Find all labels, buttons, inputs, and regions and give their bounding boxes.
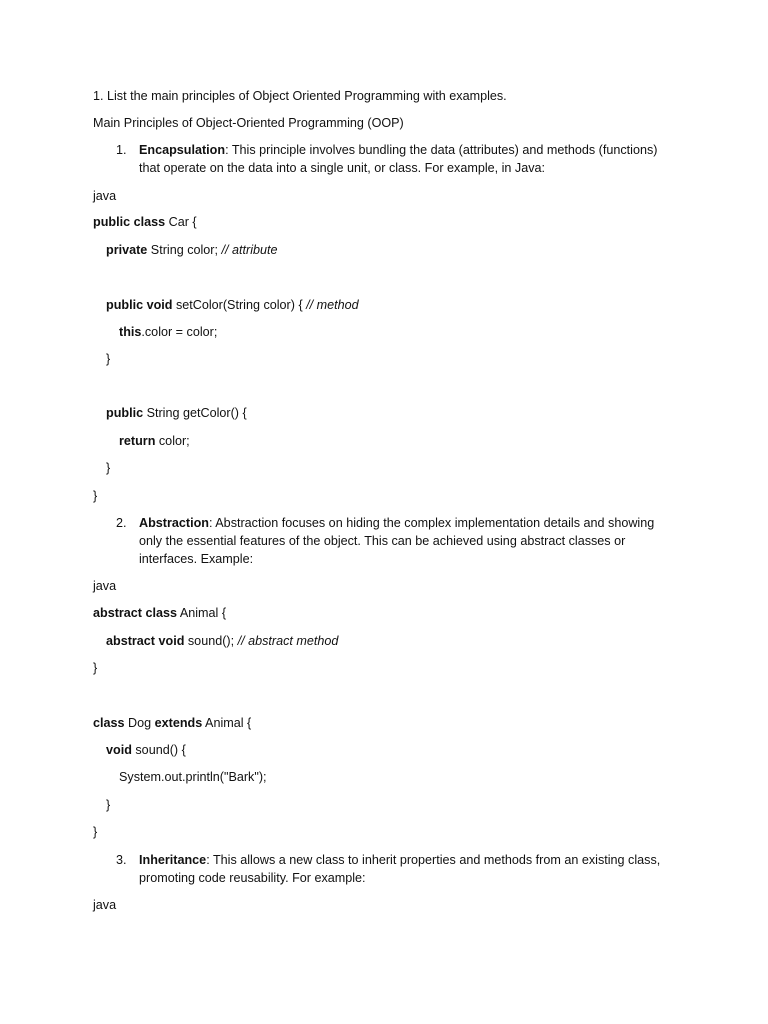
item-1-text: : This principle involves bundling the data (attributes) and methods (functions) that operate on the data into a single unit, or class. For example, in Java: (139, 143, 658, 175)
code1-line-3: public void setColor(String color) { // method (106, 298, 359, 312)
code2-line-5: void sound() { (106, 743, 186, 757)
code1-line-6: public String getColor() { (106, 406, 247, 420)
code1-line-5: } (106, 352, 111, 366)
code2-line-1: abstract class Animal { (93, 606, 227, 620)
item-3-paragraph (139, 851, 679, 887)
code2-line-7: } (106, 798, 111, 812)
code-lang-label-3: java (93, 898, 117, 912)
code1-line-2: private String color; // attribute (106, 243, 278, 257)
item-1-term: Encapsulation (139, 143, 226, 157)
code2-line-4: class Dog extends Animal { (93, 716, 252, 730)
question-line: 1. List the main principles of Object Oriented Programming with examples. (93, 89, 507, 103)
code-lang-label-1: java (93, 189, 117, 203)
code1-line-7: return color; (119, 434, 190, 448)
code1-line-4: this.color = color; (119, 325, 218, 339)
code1-line-1: public class Car { (93, 215, 197, 229)
item-2-term: Abstraction (139, 516, 209, 530)
section-heading: Main Principles of Object-Oriented Programming (OOP) (93, 116, 404, 130)
item-2-number: 2. (116, 516, 127, 530)
code1-line-8: } (106, 461, 111, 475)
item-1-number: 1. (116, 143, 127, 157)
item-2-text: : Abstraction focuses on hiding the complex implementation details and showing only the essential features of the object. This can be achieved using abstract classes or interfaces. Example: (139, 516, 655, 566)
code1-line-9: } (93, 489, 98, 503)
code-lang-label-2: java (93, 579, 117, 593)
item-3-number: 3. (116, 853, 127, 867)
item-2-paragraph (139, 514, 679, 568)
code2-line-8: } (93, 825, 98, 839)
item-1-paragraph (139, 141, 679, 177)
code2-line-6: System.out.println("Bark"); (119, 770, 267, 784)
item-3-text: : This allows a new class to inherit properties and methods from an existing class, promoting code reusability. For example: (139, 853, 661, 885)
code2-line-2: abstract void sound(); // abstract method (106, 634, 339, 648)
item-3-term: Inheritance (139, 853, 207, 867)
code2-line-3: } (93, 661, 98, 675)
